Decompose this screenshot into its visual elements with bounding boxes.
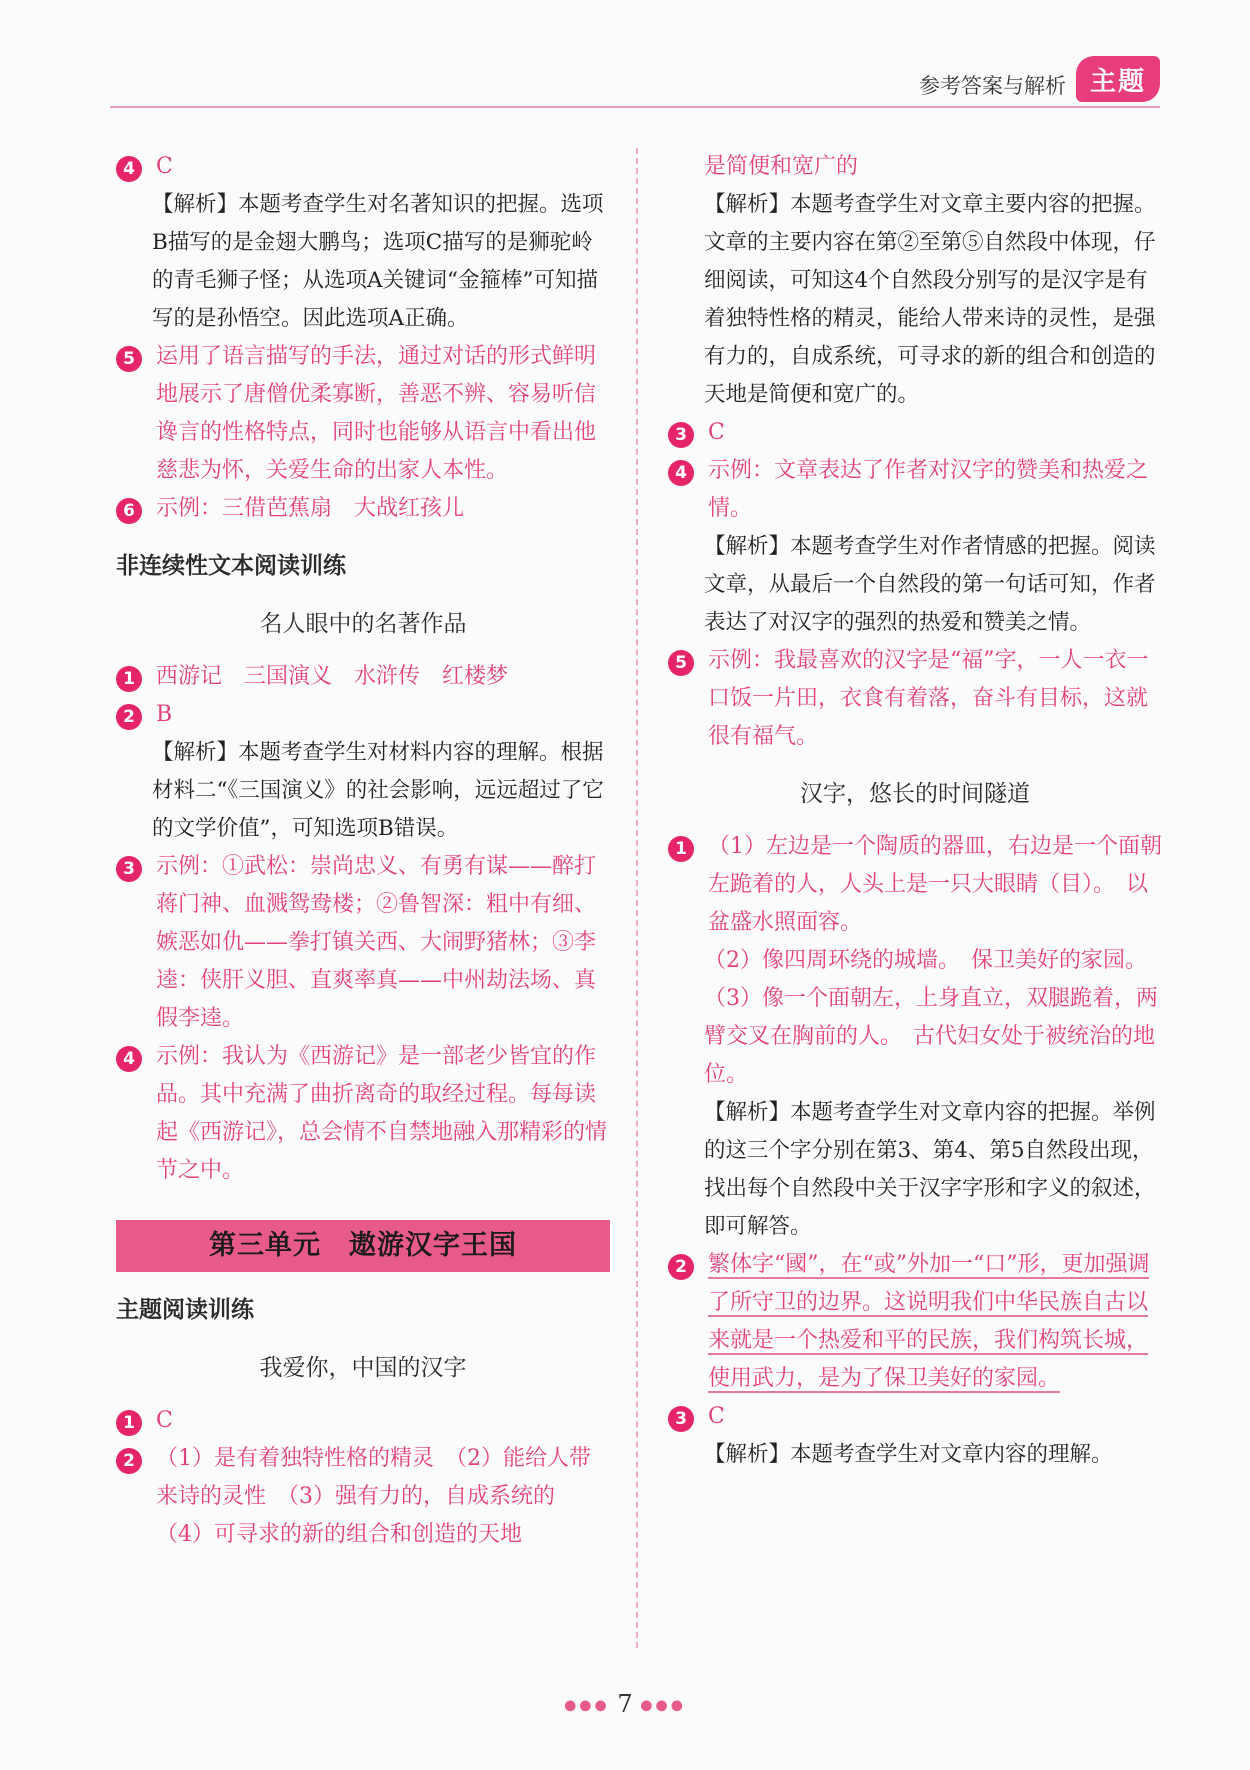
answer-item bbox=[668, 828, 1162, 942]
question-number-badge: 3 bbox=[668, 422, 694, 448]
right-column bbox=[668, 148, 1162, 1474]
question-number-badge: 2 bbox=[668, 1254, 694, 1280]
section-heading: 非连续性文本阅读训练 bbox=[116, 553, 346, 579]
answer-text: C bbox=[708, 420, 725, 445]
answer-text: （1）左边是一个陶质的器皿，右边是一个面朝左跪着的人，人头上是一只大眼睛（目）。 以盆盛水照面容。 bbox=[708, 834, 1162, 935]
answer-text: B bbox=[156, 702, 173, 727]
answer-text: C bbox=[156, 1408, 173, 1433]
analysis-text: 【解析】本题考查学生对文章内容的理解。 bbox=[704, 1442, 1113, 1467]
article-title: 名人眼中的名著作品 bbox=[259, 611, 467, 637]
question-number-badge: 2 bbox=[116, 704, 142, 730]
answer-item bbox=[116, 1440, 610, 1554]
column-divider bbox=[636, 148, 638, 1648]
question-number-badge: 4 bbox=[668, 460, 694, 486]
analysis-text: 【解析】本题考查学生对文章内容的把握。举例的这三个字分别在第3、第4、第5自然段出现，找出每个自然段中关于汉字字形和字义的叙述，即可解答。 bbox=[704, 1100, 1156, 1239]
answer-item bbox=[116, 148, 610, 186]
article-title: 我爱你，中国的汉字 bbox=[259, 1355, 467, 1381]
question-number-badge: 6 bbox=[116, 498, 142, 524]
answer-item bbox=[668, 1246, 1162, 1398]
analysis-text: 【解析】本题考查学生对材料内容的理解。根据材料二“《三国演义》的社会影响，远远超过了它的文学价值”，可知选项B错误。 bbox=[152, 740, 604, 841]
answer-item bbox=[116, 490, 610, 528]
analysis-text: 【解析】本题考查学生对名著知识的把握。选项B描写的是金翅大鹏鸟；选项C描写的是狮驼岭的青毛狮子怪；从选项A关键词“金箍棒”可知描写的是孙悟空。因此选项A正确。 bbox=[152, 192, 604, 331]
question-number-badge: 4 bbox=[116, 1046, 142, 1072]
footer-dots-right: ●●● bbox=[640, 1697, 686, 1714]
answer-item bbox=[668, 414, 1162, 452]
answer-item bbox=[668, 452, 1162, 528]
answer-text: 示例：我认为《西游记》是一部老少皆宜的作品。其中充满了曲折离奇的取经过程。每每读起《西游记》，总会情不自禁地融入那精彩的情节之中。 bbox=[156, 1044, 608, 1183]
header-badge: 主题 bbox=[1076, 56, 1160, 102]
question-number-badge: 5 bbox=[116, 346, 142, 372]
answer-text: 示例：文章表达了作者对汉字的赞美和热爱之情。 bbox=[708, 458, 1149, 521]
answer-text: 示例：三借芭蕉扇 大战红孩儿 bbox=[156, 496, 465, 521]
answer-item bbox=[116, 1402, 610, 1440]
answer-text: 示例：我最喜欢的汉字是“福”字，一人一衣一口饭一片田，衣食有着落，奋斗有目标，这就很有福气。 bbox=[708, 648, 1149, 749]
answer-text: 是简便和宽广的 bbox=[704, 154, 859, 179]
article-title: 汉字，悠长的时间隧道 bbox=[800, 781, 1030, 807]
answer-item bbox=[116, 696, 610, 734]
answer-text: 示例：①武松：崇尚忠义、有勇有谋——醉打蒋门神、血溅鸳鸯楼；②鲁智深：粗中有细、嫉恶如仇——拳打镇关西、大闹野猪林；③李逵：侠肝义胆、直爽率真——中州劫法场、真假李逵。 bbox=[156, 854, 597, 1031]
answer-text: 西游记 三国演义 水浒传 红楼梦 bbox=[156, 664, 509, 689]
answer-subitem bbox=[668, 980, 1162, 1094]
header-rule bbox=[110, 106, 1160, 108]
analysis-text: 【解析】本题考查学生对作者情感的把握。阅读文章，从最后一个自然段的第一句话可知，作者表达了对汉字的强烈的热爱和赞美之情。 bbox=[704, 534, 1156, 635]
header-title: 参考答案与解析 bbox=[919, 74, 1066, 98]
question-number-badge: 4 bbox=[116, 156, 142, 182]
question-number-badge: 3 bbox=[668, 1406, 694, 1432]
answer-text: 繁体字“國”，在“或”外加一“口”形，更加强调了所守卫的边界。这说明我们中华民族自古以来就是一个热爱和平的民族，我们构筑长城，使用武力，是为了保卫美好的家园。 bbox=[708, 1252, 1150, 1391]
answer-text: C bbox=[156, 154, 173, 179]
footer-dots-left: ●●● bbox=[564, 1697, 610, 1714]
unit-banner: 第三单元 遨游汉字王国 bbox=[116, 1220, 610, 1272]
question-number-badge: 1 bbox=[116, 666, 142, 692]
answer-text: C bbox=[708, 1404, 725, 1429]
answer-text: （3）像一个面朝左，上身直立，双腿跪着，两臂交叉在胸前的人。 古代妇女处于被统治的地位。 bbox=[704, 986, 1158, 1087]
answer-text: （2）像四周环绕的城墙。 保卫美好的家园。 bbox=[704, 948, 1147, 973]
answer-item bbox=[116, 338, 610, 490]
left-column bbox=[116, 148, 610, 1554]
question-number-badge: 3 bbox=[116, 856, 142, 882]
answer-item bbox=[668, 642, 1162, 756]
answer-item bbox=[116, 848, 610, 1038]
question-number-badge: 1 bbox=[116, 1410, 142, 1436]
question-number-badge: 1 bbox=[668, 836, 694, 862]
question-number-badge: 2 bbox=[116, 1448, 142, 1474]
answer-text: （1）是有着独特性格的精灵 （2）能给人带来诗的灵性 （3）强有力的，自成系统的 （4）可寻求的新的组合和创造的天地 bbox=[156, 1446, 591, 1547]
answer-subitem bbox=[668, 942, 1162, 980]
answer-item bbox=[116, 1038, 610, 1190]
analysis-text: 【解析】本题考查学生对文章主要内容的把握。文章的主要内容在第②至第⑤自然段中体现，仔细阅读，可知这4个自然段分别写的是汉字是有着独特性格的精灵，能给人带来诗的灵性，是强有力的，自成系统，可寻求的新的组合和创造的天地是简便和宽广的。 bbox=[704, 192, 1156, 407]
answer-continuation bbox=[668, 148, 1162, 186]
section-heading: 主题阅读训练 bbox=[116, 1297, 254, 1323]
answer-item bbox=[116, 658, 610, 696]
page-footer bbox=[0, 1690, 1250, 1718]
page-header bbox=[110, 0, 1160, 108]
question-number-badge: 5 bbox=[668, 650, 694, 676]
page-number: 7 bbox=[617, 1690, 633, 1718]
answer-item bbox=[668, 1398, 1162, 1436]
answer-text: 运用了语言描写的手法，通过对话的形式鲜明地展示了唐僧优柔寡断，善恶不辨、容易听信谗言的性格特点，同时也能够从语言中看出他慈悲为怀，关爱生命的出家人本性。 bbox=[156, 344, 597, 483]
